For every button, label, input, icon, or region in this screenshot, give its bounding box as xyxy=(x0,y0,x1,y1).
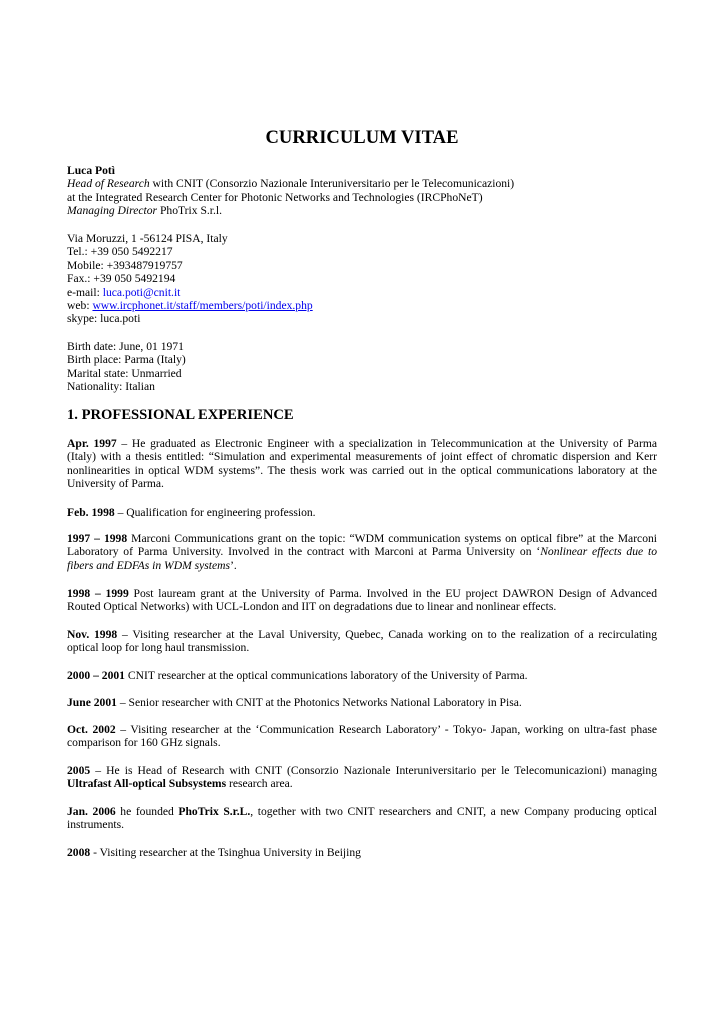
entry-date: Oct. 2002 xyxy=(67,723,116,736)
marital-state: Marital state: Unmarried xyxy=(67,366,182,380)
entry-text: - Visiting researcher at the Tsinghua University in Beijing xyxy=(90,846,361,859)
experience-entry xyxy=(67,532,657,572)
entry-text: instruments. xyxy=(67,818,125,832)
web-link[interactable]: www.ircphonet.it/staff/members/poti/index.php xyxy=(92,299,313,313)
experience-entry xyxy=(67,846,657,859)
contact-block xyxy=(67,232,657,326)
entry-text: he founded xyxy=(115,805,179,818)
entry-date: June 2001 xyxy=(67,696,117,709)
page-title: CURRICULUM VITAE xyxy=(265,127,459,148)
entry-text: – Visiting researcher at the Laval University, Quebec, Canada working on to the realization of a recirculating xyxy=(117,628,657,641)
person-name: Luca Potì xyxy=(67,164,115,177)
fax: Fax.: +39 050 5492194 xyxy=(67,272,176,286)
entry-text: research area. xyxy=(226,777,293,791)
entry-date: Apr. 1997 xyxy=(67,437,117,450)
section-heading-professional-experience: 1. PROFESSIONAL EXPERIENCE xyxy=(67,407,294,423)
entry-text: Laboratory of Parma University. Involved in the contract with Marconi at Parma University on ‘ xyxy=(67,545,541,559)
entry-date: Feb. 1998 xyxy=(67,506,115,519)
entry-text: ’. xyxy=(230,558,237,572)
experience-entry xyxy=(67,587,657,614)
experience-entry xyxy=(67,628,657,655)
experience-entry xyxy=(67,764,657,791)
role-line-2: at the Integrated Research Center for Photonic Networks and Technologies (IRCPhoNeT) xyxy=(67,190,483,204)
entry-text: (Italy) with a thesis entitled: “Simulation and experimental measurements of joint effect of chromatic dispersion and Kerr xyxy=(67,450,657,464)
birth-date: Birth date: June, 01 1971 xyxy=(67,340,184,353)
header-block xyxy=(67,164,657,218)
nationality: Nationality: Italian xyxy=(67,380,155,394)
experience-entry xyxy=(67,506,657,519)
email-link[interactable]: luca.poti@cnit.it xyxy=(102,285,181,299)
experience-entry xyxy=(67,437,657,491)
entry-text: – Qualification for engineering profession. xyxy=(114,506,316,519)
experience-entry xyxy=(67,696,657,709)
entry-date: Jan. 2006 xyxy=(67,805,116,818)
entry-date: 1997 – 1998 xyxy=(67,532,128,545)
entry-text: – Visiting researcher at the ‘Communication Research Laboratory’ - Tokyo- Japan, working on ultra-fast phase xyxy=(115,723,657,736)
role-line-1-rest: with CNIT (Consorzio Nazionale Interuniversitario per le Telecomunicazioni) xyxy=(149,177,515,191)
entry-text-italic: fibers and EDFAs in WDM systems xyxy=(67,558,231,572)
role-line-3-rest: PhoTrix S.r.l. xyxy=(157,204,223,218)
birth-place: Birth place: Parma (Italy) xyxy=(67,353,186,367)
entry-text: – He is Head of Research with CNIT (Consorzio Nazionale Interuniversitario per le Telecomunicazioni) managing xyxy=(90,764,657,777)
skype: skype: luca.poti xyxy=(67,312,141,326)
entry-text: CNIT researcher at the optical communications laboratory of the University of Parma. xyxy=(124,669,528,682)
entry-text: nonlinearities in optical WDM systems”. The thesis work was carried out in the optical communications laboratory at the xyxy=(67,463,657,477)
entry-date: 2000 – 2001 xyxy=(67,669,125,682)
role-3-italic: Managing Director xyxy=(67,204,158,218)
email-line xyxy=(67,286,657,299)
mobile: Mobile: +393487919757 xyxy=(67,258,183,272)
phone: Tel.: +39 050 5492217 xyxy=(67,245,173,259)
experience-entry xyxy=(67,805,657,832)
web-line xyxy=(67,299,657,312)
entry-text: University of Parma. xyxy=(67,477,164,491)
entry-text-bold: Ultrafast All-optical Subsystems xyxy=(67,777,227,791)
entry-text-bold: PhoTrix S.r.L. xyxy=(178,805,251,818)
entry-text: Post lauream grant at the University of Parma. Involved in the EU project DAWRON Design of Advanced xyxy=(128,587,657,600)
web-label: web: xyxy=(67,299,93,313)
entry-text: comparison for 160 GHz signals. xyxy=(67,736,221,750)
role-title-italic: Head of Research xyxy=(67,177,150,191)
address: Via Moruzzi, 1 -56124 PISA, Italy xyxy=(67,232,228,245)
entry-date: 2005 xyxy=(67,764,91,777)
personal-block xyxy=(67,340,657,394)
entry-text-italic: Nonlinear effects due to xyxy=(540,545,658,559)
entry-text: – Senior researcher with CNIT at the Photonics Networks National Laboratory in Pisa. xyxy=(116,696,522,709)
entry-text: Marconi Communications grant on the topic: “WDM communication systems on optical fibre” at the Marconi xyxy=(127,532,658,545)
experience-entry xyxy=(67,723,657,750)
entry-text: , together with two CNIT researchers and CNIT, a new Company producing optical xyxy=(250,805,658,818)
entry-text: – He graduated as Electronic Engineer with a specialization in Telecommunication at the University of Parma xyxy=(116,437,657,450)
entry-date: 2008 xyxy=(67,846,91,859)
entry-date: Nov. 1998 xyxy=(67,628,118,641)
role-line-3 xyxy=(67,204,657,217)
entry-text: optical loop for long haul transmission. xyxy=(67,641,250,655)
email-label: e-mail: xyxy=(67,285,103,299)
role-line-1 xyxy=(67,177,657,190)
entry-text: Routed Optical Networks) with UCL-London and IIT on degradations due to linear and nonlinear effects. xyxy=(67,600,557,614)
entry-date: 1998 – 1999 xyxy=(67,587,129,600)
experience-entry xyxy=(67,669,657,682)
